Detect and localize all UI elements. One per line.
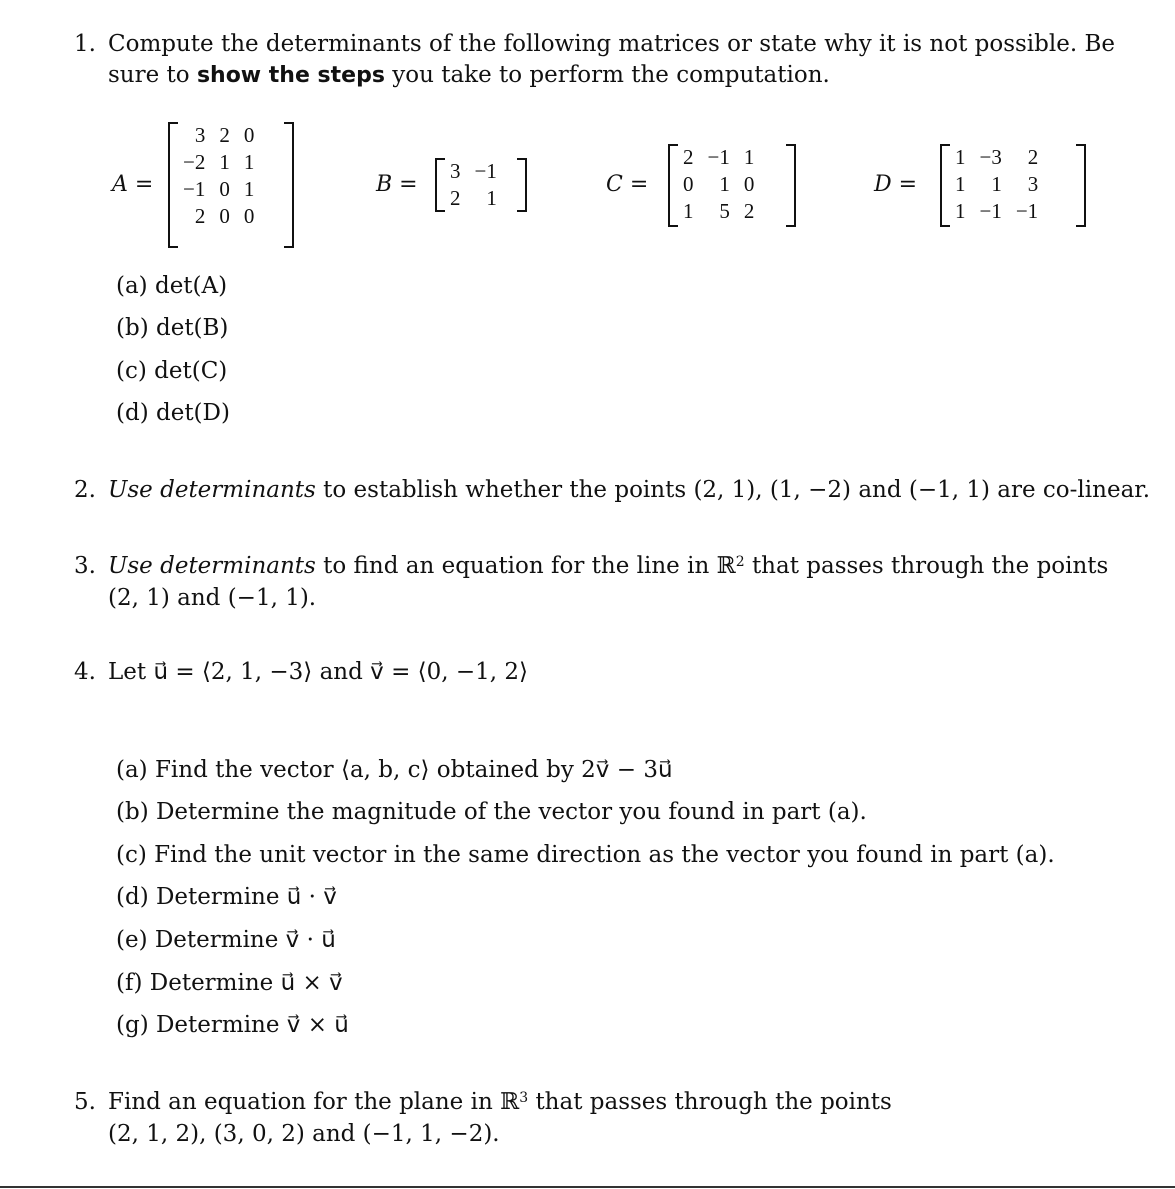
problem-5-number: 5. <box>74 1089 96 1115</box>
problem-3-line-2: (2, 1) and (−1, 1). <box>108 585 317 611</box>
problem-2-number: 2. <box>74 477 96 503</box>
matrix-a-cell: 1 <box>243 177 255 201</box>
matrix-a-cell: 0 <box>243 204 255 228</box>
matrix-c-cell: 1 <box>683 199 694 223</box>
matrix-a <box>168 122 294 248</box>
problem-2-rest: to establish whether the points (2, 1), (1, −2) and (−1, 1) are co-linear. <box>323 477 1151 503</box>
matrix-a-cell: 2 <box>219 123 230 147</box>
problem-4-part-a: (a) Find the vector ⟨a, b, c⟩ obtained by 2v⃗ − 3u⃗ <box>116 757 673 783</box>
matrix-c-cell: 2 <box>683 145 694 169</box>
problem-3-superscript: 2 <box>735 554 745 570</box>
problem-5-line-1 <box>108 1088 892 1116</box>
matrix-d-label: D = <box>874 172 918 197</box>
problem-1-number: 1. <box>74 31 96 57</box>
problem-1-line-1: Compute the determinants of the following matrices or state why it is not possible. Be <box>108 31 1115 57</box>
matrix-a-cell: 0 <box>219 204 230 228</box>
problem-2-text <box>108 476 1150 504</box>
matrix-b-table <box>443 158 504 212</box>
matrix-a-cell: 0 <box>243 123 255 147</box>
matrix-c-cell: 0 <box>683 172 694 196</box>
matrix-d-cell: 1 <box>955 145 966 169</box>
matrix-a-cell: 2 <box>194 204 206 228</box>
problem-1-part-c: (c) det(C) <box>116 358 228 384</box>
problem-4-number: 4. <box>74 659 96 685</box>
matrix-b-cell: 2 <box>450 186 461 210</box>
problem-4-part-b: (b) Determine the magnitude of the vector you found in part (a). <box>116 799 867 825</box>
matrix-a-cell: −2 <box>183 150 206 174</box>
matrix-a-cell: 3 <box>194 123 206 147</box>
problem-1-emphasis: show the steps <box>196 63 385 88</box>
matrix-c-cell: 2 <box>743 199 755 223</box>
problem-3-italic: Use determinants <box>108 553 316 579</box>
matrix-a-cell: 1 <box>243 150 255 174</box>
matrix-c-cell: 1 <box>743 145 755 169</box>
problem-4-part-f: (f) Determine u⃗ × v⃗ <box>116 970 343 996</box>
matrix-b-label: B = <box>376 172 418 197</box>
problem-5-line-1-pre: Find an equation for the plane in ℝ <box>108 1089 520 1115</box>
matrix-b-cell: −1 <box>474 159 497 183</box>
matrix-d-cell: 3 <box>1027 172 1039 196</box>
matrix-c <box>668 144 796 227</box>
problem-2-italic: Use determinants <box>108 477 316 503</box>
problem-4-part-c: (c) Find the unit vector in the same direction as the vector you found in part (a). <box>116 842 1055 868</box>
problem-5-line-1-post: that passes through the points <box>535 1089 892 1115</box>
problem-1-part-a: (a) det(A) <box>116 273 228 299</box>
problem-3-line-1 <box>108 552 1108 580</box>
problem-5-superscript: 3 <box>519 1090 529 1106</box>
problem-1-part-d: (d) det(D) <box>116 400 230 426</box>
matrix-d-cell: 1 <box>955 199 966 223</box>
bottom-divider <box>0 1186 1175 1188</box>
matrix-c-cell: 0 <box>743 172 755 196</box>
matrix-c-label: C = <box>606 172 649 197</box>
matrix-a-cell: −1 <box>183 177 206 201</box>
matrix-c-cell: 1 <box>719 172 730 196</box>
matrix-d-table <box>948 144 1045 225</box>
matrix-b <box>435 158 527 212</box>
matrix-a-cell: 0 <box>219 177 230 201</box>
matrix-a-label: A = <box>112 172 154 197</box>
problem-1-line-2-post: you take to perform the computation. <box>392 62 830 88</box>
matrix-d-cell: 1 <box>991 172 1002 196</box>
problem-1-part-b: (b) det(B) <box>116 315 229 341</box>
problem-4-text: Let u⃗ = ⟨2, 1, −3⟩ and v⃗ = ⟨0, −1, 2⟩ <box>108 659 529 685</box>
problem-5-line-2: (2, 1, 2), (3, 0, 2) and (−1, 1, −2). <box>108 1121 500 1147</box>
problem-1-line-2 <box>108 61 830 90</box>
problem-3-number: 3. <box>74 553 96 579</box>
problem-1-line-2-pre: sure to <box>108 62 190 88</box>
matrix-a-table <box>176 122 261 230</box>
problem-3-rest-post: that passes through the points <box>751 553 1109 579</box>
matrix-d-cell: −3 <box>979 145 1002 169</box>
matrix-d-cell: 1 <box>955 172 966 196</box>
matrix-b-cell: 1 <box>486 186 497 210</box>
problem-3-rest-pre: to find an equation for the line in ℝ <box>323 553 736 579</box>
problem-4-part-g: (g) Determine v⃗ × u⃗ <box>116 1012 349 1038</box>
problem-4-part-d: (d) Determine u⃗ · v⃗ <box>116 884 337 910</box>
matrix-b-cell: 3 <box>450 159 461 183</box>
matrix-c-cell: 5 <box>719 199 730 223</box>
matrix-a-cell: 1 <box>219 150 230 174</box>
problem-4-part-e: (e) Determine v⃗ · u⃗ <box>116 927 336 953</box>
matrix-d-cell: 2 <box>1027 145 1039 169</box>
matrix-d-cell: −1 <box>1015 199 1039 223</box>
matrix-d <box>940 144 1086 227</box>
matrix-c-cell: −1 <box>707 145 730 169</box>
matrix-c-table <box>676 144 761 225</box>
matrix-d-cell: −1 <box>979 199 1002 223</box>
